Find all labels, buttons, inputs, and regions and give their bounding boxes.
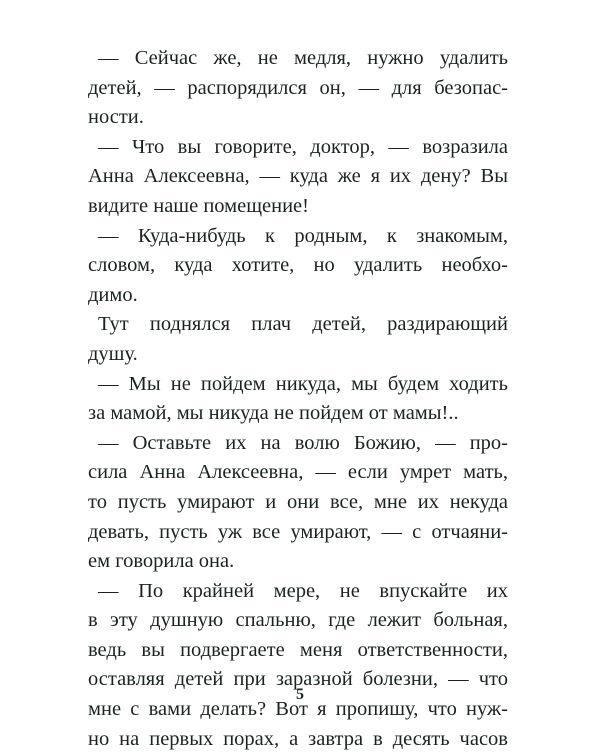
text-line: — Мы не пойдем никуда, мы будем ходить <box>98 372 508 395</box>
text-line: ведь вы подвергаете меня ответственности, <box>88 638 508 661</box>
body-text <box>88 44 508 754</box>
text-line: — Что вы говорите, доктор, — возразила <box>98 135 508 158</box>
text-line: Анна Алексеевна, — куда же я их дену? Вы <box>88 165 508 188</box>
text-line: — Куда-нибудь к родным, к знакомым, <box>98 224 508 247</box>
text-line: сила Анна Алексеевна, — если умрет мать, <box>88 461 508 484</box>
text-line: Тут поднялся плач детей, раздирающий <box>98 313 508 336</box>
text-line: — По крайней мере, не впускайте их <box>98 579 508 602</box>
text-line: оставляя детей при заразной болезни, — что <box>88 668 508 691</box>
text-line: видите наше помещение! <box>88 194 309 217</box>
text-line: ности. <box>88 106 144 129</box>
text-line: детей, — распорядился он, — для безопас- <box>88 76 508 99</box>
text-line: — Сейчас же, не медля, нужно удалить <box>98 47 508 69</box>
text-line: словом, куда хотите, но удалить необхо- <box>88 254 508 277</box>
text-line: но на первых порах, а завтра в десять часов <box>88 727 508 750</box>
text-line: димо. <box>88 283 138 306</box>
text-line: то пусть умирают и они все, мне их некуда <box>88 490 508 513</box>
text-line: мне с вами делать? Вот я пропишу, что нуж- <box>88 698 508 721</box>
text-line: — Оставьте их на волю Божию, — про- <box>98 431 508 454</box>
text-line: девать, пусть уж все умирают, — с отчаяни- <box>88 520 508 543</box>
text-line: за мамой, мы никуда не пойдем от мамы!.. <box>88 402 459 425</box>
text-line: в эту душную спальню, где лежит больная, <box>88 609 508 632</box>
text-line: душу. <box>88 342 138 365</box>
page-number: 5 <box>296 686 304 703</box>
text-line: ем говорила она. <box>88 550 235 573</box>
